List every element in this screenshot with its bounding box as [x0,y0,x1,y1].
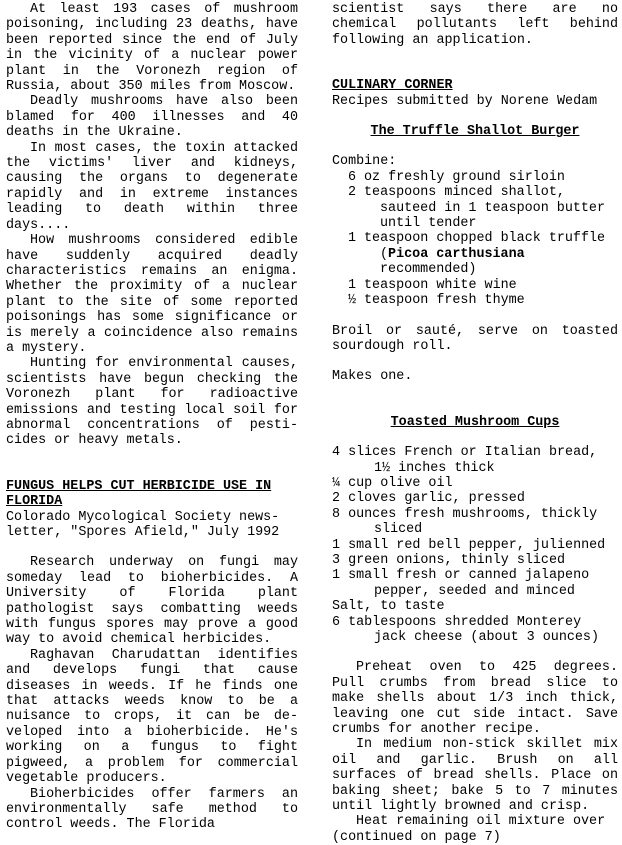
ingredient-line: 1 teaspoon chopped black truffle [347,231,606,247]
recipe-step: Heat remaining oil mixture over [356,814,606,830]
ingredient-line: sauteed in 1 teaspoon butter [380,200,605,216]
right-column [332,2,618,845]
left-column [6,2,298,833]
recipe-step: In medium non-stick skillet mix oil and garlic. Brush on all surfaces of bread shells. Place on baking sheet; bake 5 to 7 minutes until lightly browned and crisp. [332,737,618,815]
combine-label: Combine: [332,154,397,170]
truffle-species: Picoa carthusiana [388,246,525,262]
section-subheading: Recipes submitted by Norene Wedam [332,93,598,109]
recipe-title: The Truffle Shallot Burger [370,124,580,140]
ingredient-line: 2 teaspoons minced shallot, [347,185,565,201]
recipe-instructions: Broil or sauté, serve on toasted sourdough roll. [332,323,618,354]
ingredient-line: (Picoa carthusiana recommended) [380,246,525,278]
ingredient-line: Salt, to taste [332,599,445,615]
ingredient-line: ¼ cup olive oil [332,475,453,491]
ingredient-line: 6 tablespoons shredded Monterey jack cheese (about 3 ounces) [332,614,599,645]
ingredient-line: 2 cloves garlic, pressed [332,491,525,507]
ingredient-line: 8 ounces fresh mushrooms, thickly sliced [332,506,598,538]
recipe-title: Toasted Mushroom Cups [390,414,560,430]
ingredient-line: 6 oz freshly ground sirloin [347,169,565,185]
recipe-yield: Makes one. [332,369,413,385]
ingredient-line: until tender [380,216,477,232]
continuation-text: scientist says there are no chemical pollutants left behind following an application. [332,2,618,48]
ingredient-line: ½ teaspoon fresh thyme [347,293,525,309]
article-paragraph: How mushrooms considered edible have suddenly acquired deadly characteristics remains an enigma. Whether the proximity of a nuclear plant to the site of some reported poisonings has some significance or is merely a coincidence also remains a mystery. [6,233,298,356]
article-heading: FUNGUS HELPS CUT HERBICIDE USE IN FLORIDA [6,478,272,510]
article-paragraph: Deadly mushrooms have also been blamed for 400 illnesses and 40 deaths in the Ukraine. [6,94,298,141]
ingredient-line: 4 slices French or Italian bread, 1½ inches thick [332,445,598,476]
article-paragraph: Research underway on fungi may someday lead to bioherbicides. A University of Florida plant pathologist says combatting weeds with fungus spores may prove a good way to avoid chemical herbicides. [6,555,298,648]
ingredient-line: 1 small fresh or canned jalapeno pepper, seeded and minced [332,568,590,599]
ingredient-line: 1 small red bell pepper, julienned [332,537,606,553]
ingredient-line: 1 teaspoon white wine [347,277,517,293]
article-paragraph: Hunting for environmental causes, scientists have begun checking the Voronezh plant for radioactive emissions and testing local soil for abnormal concentrations of pesti-cides or heavy metals. [6,356,298,449]
article-paragraph: In most cases, the toxin attacked the victims' liver and kidneys, causing the organs to degenerate rapidly and in extreme instances leading to death within three days.... [6,140,298,233]
article-paragraph: Raghavan Charudattan identifies and develops fungi that cause diseases in weeds. If he finds one that attacks weeds know to be a nuisance to crops, it can be de-veloped into a bioherbicide. He's working on a fungus to fight pigweed, a problem for commercial vegetable producers. [6,647,298,787]
article-source: Colorado Mycological Society news-letter, "Spores Afield," July 1992 [6,509,280,540]
article-paragraph: At least 193 cases of mushroom poisoning, including 23 deaths, have been reported since the end of July in the vicinity of a nuclear power plant in the Voronezh region of Russia, about 350 miles from Moscow. [6,2,298,95]
continued-note: (continued on page 7) [332,829,501,845]
section-heading: CULINARY CORNER [332,78,453,94]
ingredient-line: 3 green onions, thinly sliced [332,552,566,568]
recipe-step: Preheat oven to 425 degrees. Pull crumbs from bread slice to make shells about 1/3 inch thick, leaving one cut side intact. Save crumbs for another recipe. [332,660,618,738]
article-paragraph: Bioherbicides offer farmers an environmentally safe method to control weeds. The Florida [6,786,298,833]
